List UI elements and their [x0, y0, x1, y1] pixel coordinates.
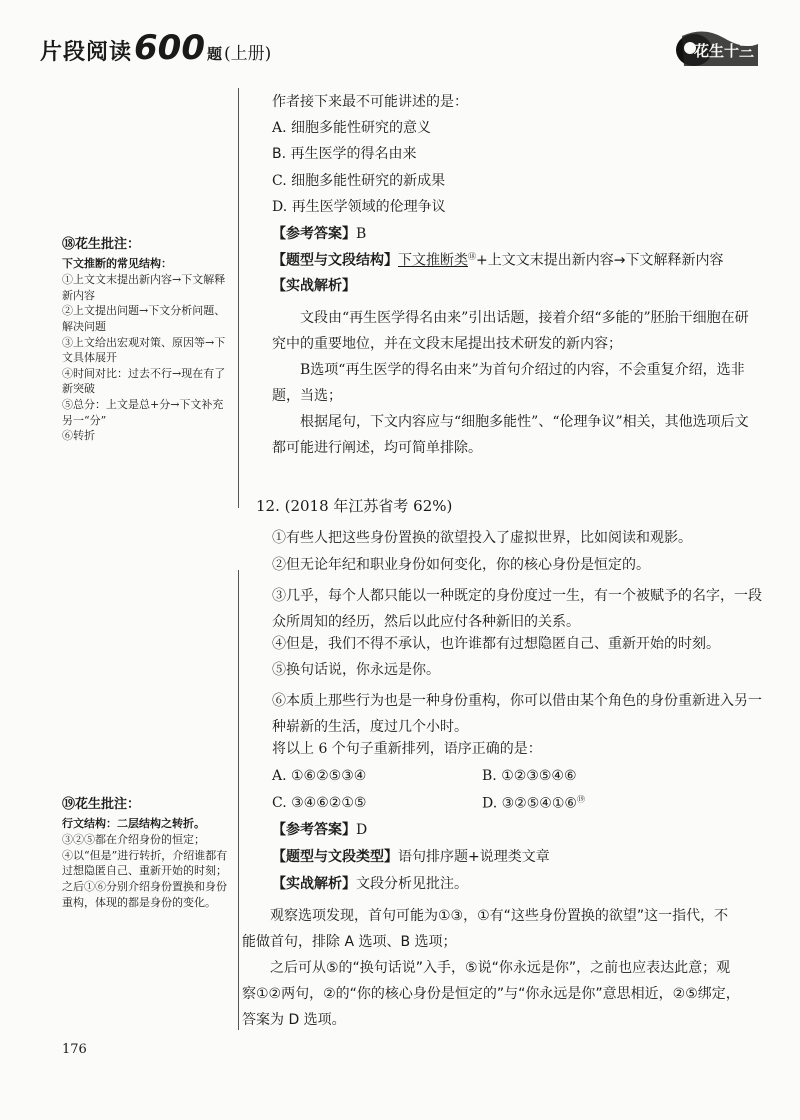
analysis-paragraph: 观察选项发现，首句可能为①③，①有“这些身份置换的欲望”这一指代，不能做首句，排除 A 选项、B 选项；: [242, 908, 729, 950]
question-stem: 作者接下来最不可能讲述的是：: [272, 94, 468, 110]
option-d-text: D. ③②⑤④①⑥: [482, 795, 577, 812]
option-d: D. 再生医学领域的伦理争议: [272, 199, 446, 215]
answer-value: B: [356, 226, 367, 242]
analysis-paragraph: B选项“再生医学的得名由来”为首句介绍过的内容，不会重复介绍，选非题，当选；: [272, 362, 745, 404]
sentence-3: ③几乎，每个人都只能以一种既定的身份度过一生，有一个被赋予的名字，一段众所周知的经历，然后以此应付各种新旧的关系。: [272, 588, 762, 630]
book-title-text: 片段阅读: [40, 40, 133, 65]
answer-line: [272, 822, 367, 839]
type-line: [272, 252, 723, 269]
analysis-label: 【实战解析】: [272, 876, 356, 892]
side-note-subheading: 下文推断的常见结构：: [62, 257, 172, 271]
side-note-item: ③②⑤都在介绍身份的恒定；: [62, 833, 205, 847]
column-divider: [238, 570, 239, 1030]
type-label: 【题型与文段结构】: [272, 252, 398, 269]
book-title-number: 600: [134, 28, 205, 68]
side-note-heading: ⑲花生批注：: [62, 797, 141, 812]
type-value: 下文推断类: [398, 252, 468, 269]
option-b: B. ①②③⑤④⑥: [482, 768, 577, 784]
analysis-paragraph: 文段由“再生医学得名由来”引出话题，接着介绍“多能的”胚胎干细胞在研究中的重要地位，并在文段末尾提出技术研发的新内容；: [272, 310, 749, 352]
sentence-1: ①有些人把这些身份置换的欲望投入了虚拟世界，比如阅读和观影。: [272, 530, 692, 546]
footnote-mark: ⑲: [576, 795, 585, 804]
side-note-item: ④时间对比：过去不行→现在有了新突破: [62, 366, 226, 396]
question-number: 12. (2018 年江苏省考 62%): [256, 497, 453, 515]
type-label: 【题型与文段类型】: [272, 849, 398, 865]
page-number: 176: [62, 1042, 87, 1057]
option-a: A. ①⑥②⑤③④: [272, 768, 367, 784]
side-note-heading: ⑱花生批注：: [62, 237, 141, 252]
analysis-paragraph: 根据尾句，下文内容应与“细胞多能性”、“伦理争议”相关，其他选项后文都可能进行阐述，均可简单排除。: [272, 414, 749, 456]
side-note-item: ⑤总分：上文是总+分→下文补充另一“分”: [62, 397, 224, 427]
answer-line: [272, 226, 366, 243]
side-note-item: ②上文提出问题→下文分析问题、解决问题: [62, 304, 226, 333]
answer-label: 【参考答案】: [272, 226, 356, 242]
analysis-line: [272, 876, 468, 893]
side-note-item: ④以“但是”进行转折，介绍谁都有过想隐匿自己、重新开始的时刻；之后①⑥分别介绍身份置换和身份重构，体现的都是身份的变化。: [62, 848, 228, 909]
analysis-paragraph: 之后可从⑤的“换句话说”入手，⑤说“你永远是你”，之前也应表达此意；观察①②两句，②的“你的核心身份是恒定的”与“你永远是你”意思相近，②⑤绑定，答案为 D 选项。: [242, 960, 740, 1028]
answer-label: 【参考答案】: [272, 822, 356, 838]
column-divider: [238, 88, 239, 508]
sentence-5: ⑤换句话说，你永远是你。: [272, 662, 440, 678]
option-c: C. ③④⑥②①⑤: [272, 795, 367, 811]
sentence-6: ⑥本质上那些行为也是一种身份重构，你可以借由某个角色的身份重新进入另一种崭新的生活，度过几个小时。: [272, 693, 762, 735]
book-title: [40, 28, 271, 68]
side-note-item: 行文结构：二层结构之转折。: [62, 817, 205, 831]
side-note-18: [62, 236, 232, 444]
sentence-2: ②但无论年纪和职业身份如何变化，你的核心身份是恒定的。: [272, 557, 650, 573]
brand-logo: [664, 26, 760, 70]
analysis-label: 【实战解析】: [272, 278, 356, 294]
option-b: B. 再生医学的得名由来: [272, 146, 417, 162]
type-rest: +上文文末提出新内容→下文解释新内容: [476, 252, 724, 269]
type-line: [272, 849, 550, 866]
type-value: 语句排序题+说理类文章: [398, 849, 550, 865]
answer-value: D: [356, 822, 368, 838]
sentence-4: ④但是，我们不得不承认，也许谁都有过想隐匿自己、重新开始的时刻。: [272, 636, 720, 652]
side-note-item: ③上文给出宏观对策、原因等→下文具体展开: [62, 335, 226, 365]
analysis-intro: 文段分析见批注。: [356, 876, 468, 892]
book-title-suffix: 题: [207, 45, 223, 63]
book-title-volume: (上册): [224, 44, 272, 64]
side-note-item: ①上文文末提出新内容→下文解释新内容: [62, 273, 226, 302]
question-stem: 将以上 6 个句子重新排列，语序正确的是：: [272, 741, 542, 757]
side-note-19: [62, 796, 232, 910]
option-d: [482, 795, 585, 812]
side-note-item: ⑥转折: [62, 429, 95, 443]
option-c: C. 细胞多能性研究的新成果: [272, 173, 446, 189]
logo-text: 花生十三: [693, 42, 754, 60]
option-a: A. 细胞多能性研究的意义: [272, 120, 432, 136]
footnote-mark: ⑱: [468, 252, 476, 261]
